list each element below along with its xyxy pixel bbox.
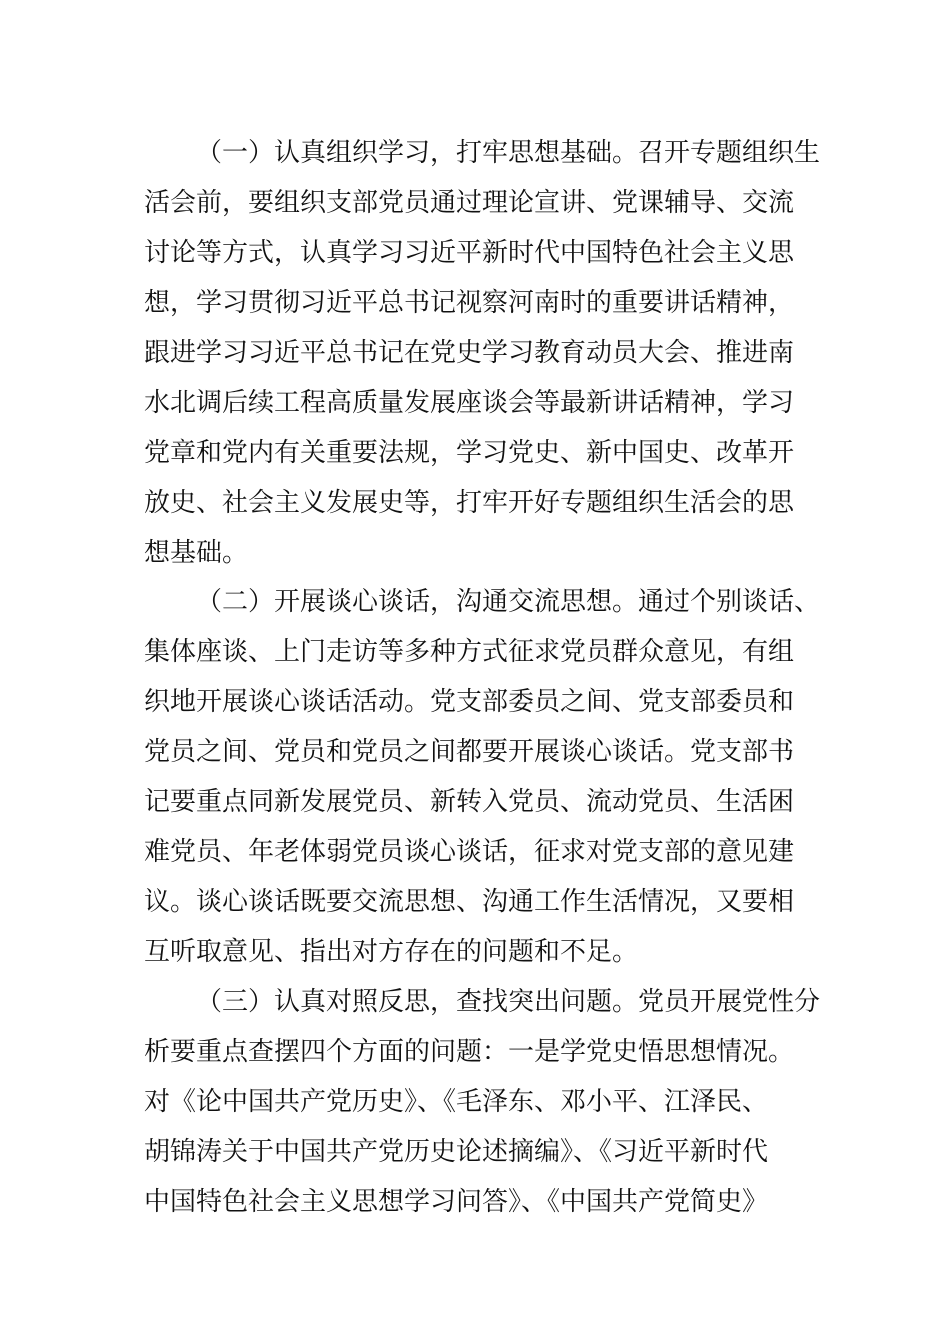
paragraph-1-line-1: （一）认真组织学习，打牢思想基础。召开专题组织生 bbox=[196, 138, 821, 168]
paragraph-2-line-4: 党员之间、党员和党员之间都要开展谈心谈话。党支部书 bbox=[144, 737, 795, 767]
paragraph-1-line-9: 想基础。 bbox=[144, 538, 249, 568]
paragraph-1-line-6: 水北调后续工程高质量发展座谈会等最新讲话精神，学习 bbox=[144, 388, 795, 418]
paragraph-3-line-2: 析要重点查摆四个方面的问题：一是学党史悟思想情况。 bbox=[144, 1037, 795, 1067]
paragraph-2-line-3: 织地开展谈心谈话活动。党支部委员之间、党支部委员和 bbox=[144, 687, 795, 717]
paragraph-3-line-1: （三）认真对照反思，查找突出问题。党员开展党性分 bbox=[196, 987, 821, 1017]
paragraph-1-line-7: 党章和党内有关重要法规，学习党史、新中国史、改革开 bbox=[144, 438, 795, 468]
paragraph-1-line-2: 活会前，要组织支部党员通过理论宣讲、党课辅导、交流 bbox=[144, 188, 795, 218]
paragraph-3-line-5: 中国特色社会主义思想学习问答》、《中国共产党简史》 bbox=[144, 1187, 769, 1217]
paragraph-1-line-5: 跟进学习习近平总书记在党史学习教育动员大会、推进南 bbox=[144, 338, 795, 368]
paragraph-3-line-3: 对《论中国共产党历史》、《毛泽东、邓小平、江泽民、 bbox=[144, 1087, 769, 1117]
paragraph-1-line-3: 讨论等方式，认真学习习近平新时代中国特色社会主义思 bbox=[144, 238, 795, 268]
paragraph-3-line-4: 胡锦涛关于中国共产党历史论述摘编》、《习近平新时代 bbox=[144, 1137, 769, 1167]
paragraph-2-line-2: 集体座谈、上门走访等多种方式征求党员群众意见，有组 bbox=[144, 637, 795, 667]
paragraph-2-line-1: （二）开展谈心谈话，沟通交流思想。通过个别谈话、 bbox=[196, 587, 821, 617]
paragraph-1-line-4: 想，学习贯彻习近平总书记视察河南时的重要讲话精神， bbox=[144, 288, 795, 318]
paragraph-2-line-7: 议。谈心谈话既要交流思想、沟通工作生活情况，又要相 bbox=[144, 887, 795, 917]
paragraph-2-line-5: 记要重点同新发展党员、新转入党员、流动党员、生活困 bbox=[144, 787, 795, 817]
paragraph-1-line-8: 放史、社会主义发展史等，打牢开好专题组织生活会的思 bbox=[144, 488, 795, 518]
paragraph-2-line-8: 互听取意见、指出对方存在的问题和不足。 bbox=[144, 937, 639, 967]
paragraph-2-line-6: 难党员、年老体弱党员谈心谈话，征求对党支部的意见建 bbox=[144, 837, 795, 867]
